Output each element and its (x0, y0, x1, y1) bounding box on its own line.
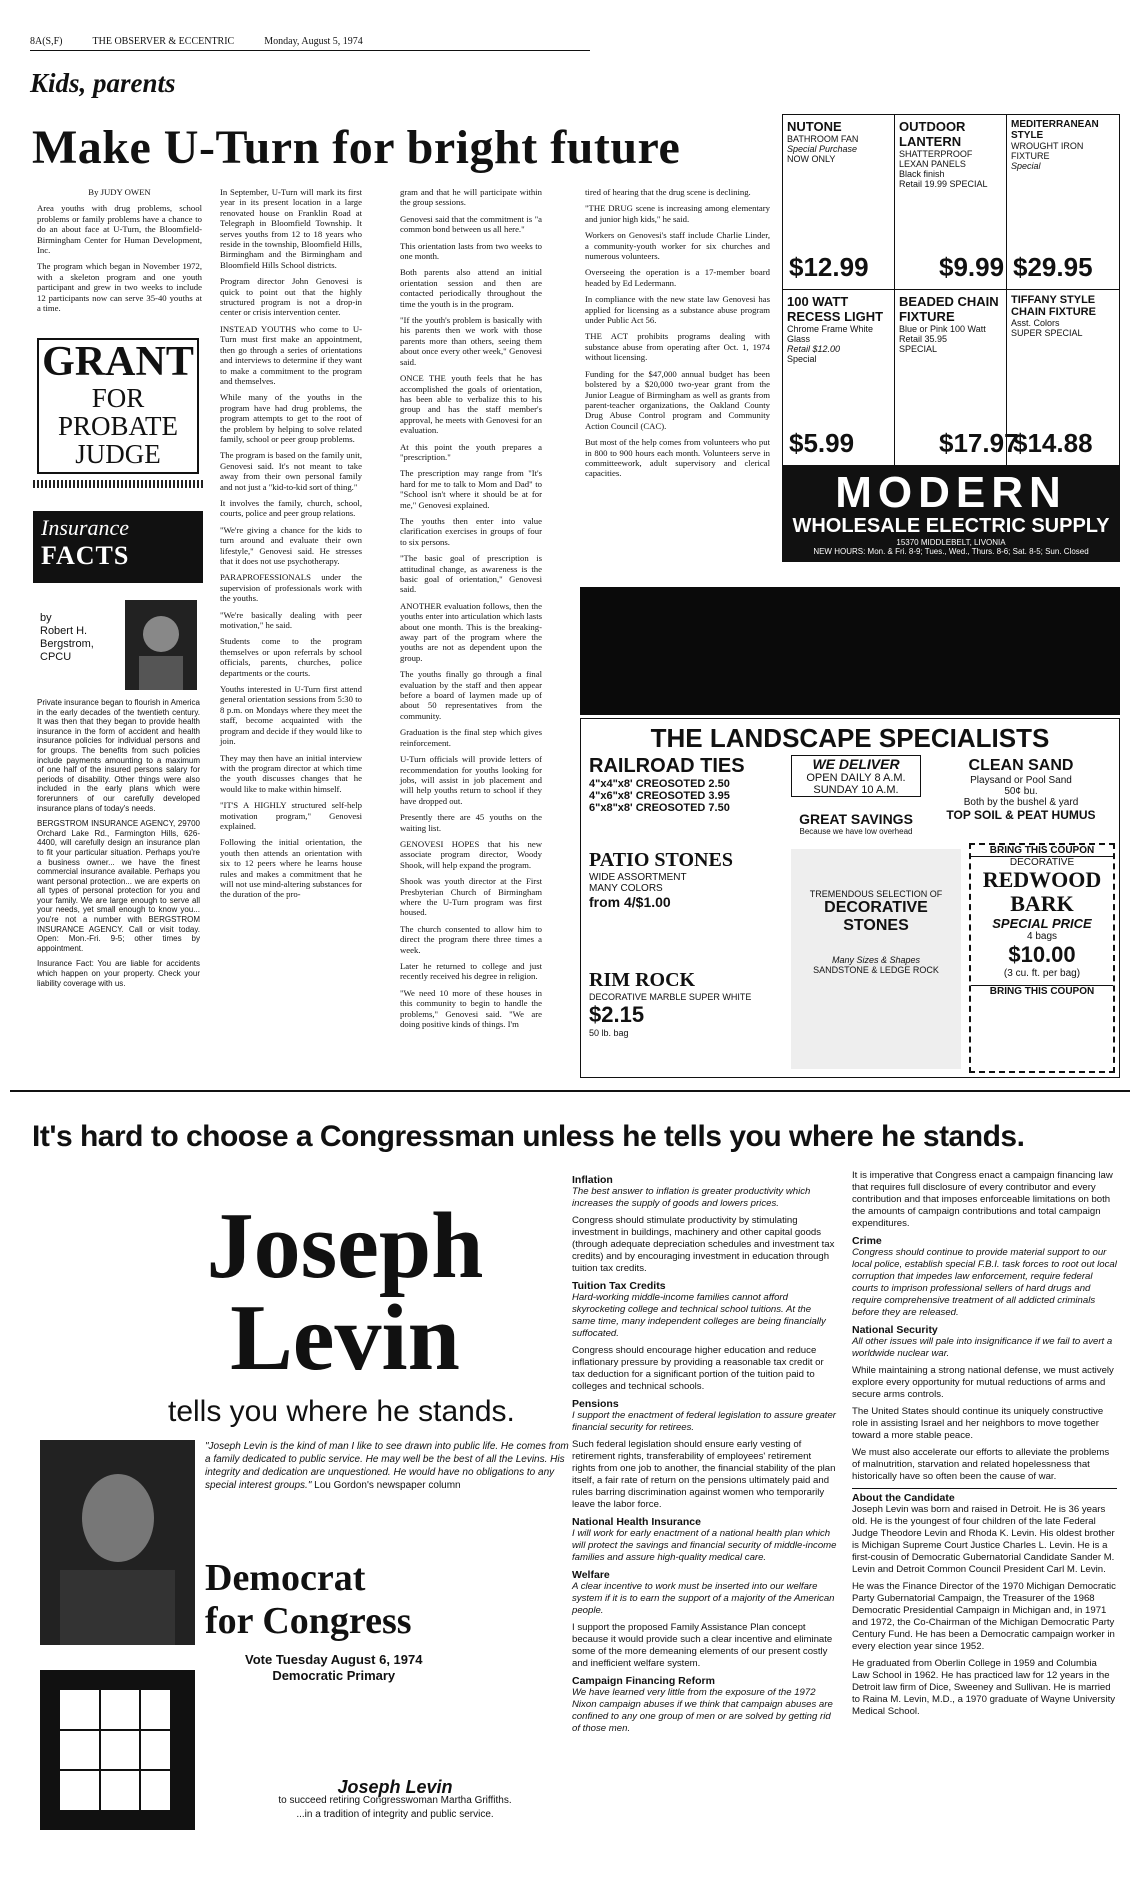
grant-line-4: JUDGE (75, 439, 161, 469)
ties-title: RAILROAD TIES (589, 755, 745, 777)
special-price: SPECIAL PRICE (992, 916, 1092, 931)
item-desc: Blue or Pink 100 Watt (899, 324, 986, 334)
article-paragraph: In September, U-Turn will mark its first year in its present location in a large renovated house on Franklin Road at Telegraph in Bloomfield Township. It serves youths from 12 to 18 years who reside in the township, Bloomfield Hills, Birmingham and the Birmingham and Bloomfield Hills School districts. (220, 187, 362, 270)
item-price: $17.97 (939, 428, 1019, 458)
sand-section (931, 757, 1111, 822)
ad-item (1007, 290, 1119, 465)
item-desc: BATHROOM FAN (787, 134, 859, 144)
insurance-body (37, 698, 200, 994)
patio-title: PATIO STONES (589, 849, 733, 871)
deco-sub: TREMENDOUS SELECTION OF (809, 889, 943, 899)
article-paragraph: But most of the help comes from volunteers who put in 800 to 900 hours each month. Volunteers serve in committeework, adult supervisory and clerical capacities. (585, 437, 770, 479)
savings-label: GREAT SAVINGS (799, 811, 913, 827)
position-block (572, 1675, 837, 1735)
article-paragraph: They may then have an initial interview with the program director at which time the youth discusses changes that he would like to make within himself. (220, 752, 362, 794)
coupon-label: BRING THIS COUPON (971, 845, 1113, 857)
rim-price: $2.15 (589, 1002, 645, 1027)
article-paragraph: Later he returned to college and just recently received his degree in religion. (400, 961, 542, 982)
bio-paragraph: Joseph Levin was born and raised in Detroit. He is 36 years old. He is the youngest of four children of the late Federal Judge Theodore Levin and Rhoda K. Levin. His oldest brother is Michigan Supreme Court Justice Charles L. Levin. He is a first-cousin of Democratic Gubernatorial Candidate Sander M. Levin and Detroit Common Council President Carl M. Levin. (852, 1504, 1115, 1575)
open-daily: OPEN DAILY 8 A.M. (806, 772, 906, 784)
article-paragraph: This orientation lasts from two weeks to one month. (400, 240, 542, 262)
rim-rock-section (589, 969, 779, 1038)
for-congress-label: for Congress (205, 1600, 412, 1642)
position-block (572, 1174, 837, 1275)
rim-sub: DECORATIVE MARBLE SUPER WHITE (589, 992, 752, 1002)
grant-ad (37, 338, 199, 474)
patio-price: from 4/$1.00 (589, 894, 671, 910)
position-heading: Tuition Tax Credits (572, 1280, 666, 1292)
position-summary: Hard-working middle-income families cannot afford skyrocketing college and technical school tuitions. At the same time, many independent colleges are being financially suffocated. (572, 1292, 826, 1339)
section-rule (10, 1090, 1130, 1092)
article-paragraph: U-Turn officials will provide letters of recommendation for youths looking for jobs, will assist in job placement and will help youths return to school if they have dropped out. (400, 754, 542, 806)
article-paragraph: Both parents also attend an initial orientation session and then are contacted periodically throughout the time the youth is in the program. (400, 267, 542, 309)
article-paragraph: Youths interested in U-Turn first attend general orientation sessions from 5:30 to 8 p.m. on Mondays where they meet the staff, become acquainted with the program and decide if they would like to join. (220, 684, 362, 747)
candidate-name (155, 1194, 535, 1390)
open-sunday: SUNDAY 10 A.M. (813, 784, 899, 796)
signature: Joseph Levin (337, 1777, 453, 1797)
item-name: MEDITERRANEAN STYLE (1011, 119, 1099, 141)
grant-line-1: GRANT (42, 339, 194, 385)
article-paragraph: THE ACT prohibits programs dealing with substance abuse from operating after Oct. 1, 1974 without licensing. (585, 331, 770, 363)
page-number: 8A(S,F) (30, 36, 63, 47)
position-detail: Such federal legislation should ensure early vesting of retirement rights, transferability of employees' retirement rights from one job to another, the financial stability of the plan itself, a fair rate of return on the pensions ultimately paid and rules barring discrimination against women who temporarily leave the labor force. (572, 1439, 836, 1510)
position-heading: Campaign Financing Reform (572, 1675, 715, 1687)
position-summary: I will work for early enactment of a national health plan which will protect the savings and financial security of middle-income families and assure high-quality medical care. (572, 1528, 837, 1563)
page-title: Make U-Turn for bright future (32, 121, 681, 174)
author-name: Robert H. Bergstrom, CPCU (40, 625, 94, 663)
democrat-label: Democrat (205, 1557, 366, 1599)
item-note: Retail 35.95 (899, 334, 948, 344)
position-detail: While maintaining a strong national defense, we must actively explore every opportunity for mutual reductions of arms and secure arms controls. (852, 1365, 1114, 1400)
vote-info (245, 1652, 422, 1684)
item-sub: Retail 19.99 SPECIAL (899, 179, 988, 189)
positions-column-1 (572, 1170, 837, 1740)
position-heading: National Security (852, 1324, 938, 1336)
article-paragraph: "If the youth's problem is basically with his parents then we work with those parents more than others, seeing them about once every other week," Genovesi said. (400, 315, 542, 367)
position-block (572, 1398, 837, 1511)
item-desc: SHATTERPROOF LEXAN PANELS (899, 149, 973, 169)
candidate-tagline: tells you where he stands. (168, 1395, 515, 1428)
masthead-rule (30, 50, 590, 51)
item-price: $29.95 (1013, 252, 1093, 282)
article-paragraph: Genovesi said that the commitment is "a common bond between us all here." (400, 213, 542, 235)
article-paragraph: Following the initial orientation, the youth then attends an orientation with six to 12 peers where he learns house rules and makes a commitment that he will not use mind-altering substances for the duration of the pro- (220, 837, 362, 900)
article-paragraph: "We need 10 more of these houses in this community to begin to handle the problems," Genovesi said. "We are doing positive kinds of things. I'm (400, 987, 542, 1030)
topsoil: TOP SOIL & PEAT HUMUS (946, 808, 1096, 822)
quote-text: "Joseph Levin is the kind of man I like to see drawn into public life. He comes from a family dedicated to public service. He may well be the best of all the Levins. His integrity and dedication are unquestioned. He would have no obligations to any special interest groups." (205, 1441, 569, 1491)
overhead-label: Because we have low overhead (799, 827, 913, 836)
article-column-2 (220, 187, 362, 906)
insurance-byline (40, 612, 120, 664)
brand-hours: NEW HOURS: Mon. & Fri. 8-9; Tues., Wed., Thurs. 8-6; Sat. 8-5; Sun. Closed (813, 547, 1089, 556)
article-paragraph: The youths then enter into value clarification exercises in groups of four to six persons. (400, 515, 542, 547)
article-paragraph: Shook was youth director at the First Presbyterian Church of Birmingham where the U-Turn program was first housed. (400, 876, 542, 918)
section-title: Kids, parents (30, 68, 176, 98)
candidate-first-name: Joseph (206, 1194, 484, 1298)
district-map (40, 1670, 195, 1830)
position-detail: The United States should continue its uniquely constructive role in assisting Israel and her neighbors to move together toward a more stable peace. (852, 1406, 1104, 1441)
modern-brand-block (783, 465, 1119, 561)
candidate-photo (40, 1440, 195, 1645)
position-summary: Congress should continue to provide material support to our local police, establish special F.B.I. task forces to root out local corruption that impedes law enforcement, require federal courts to imprison professional sellers of hard drugs and require comprehensive treatment of all addicted criminals before they are released. (852, 1247, 1117, 1318)
item-sub: Special (787, 354, 817, 364)
succeed-line: to succeed retiring Congresswoman Martha Griffiths. (278, 1795, 512, 1806)
item-desc: WROUGHT IRON FIXTURE (1011, 141, 1084, 161)
ad-item (783, 290, 895, 465)
issue-date: Monday, August 5, 1974 (264, 36, 363, 47)
article-paragraph: ANOTHER evaluation follows, then the youths enter into articulation which lasts about one month. This is the breaking-away part of the program where the youths are not as dependent upon the group. (400, 600, 542, 663)
insurance-paragraph: BERGSTROM INSURANCE AGENCY, 29700 Orchard Lake Rd., Farmington Hills, 626-4400, will carefully design an insurance plan to fit your particular situation. Perhaps you're a business owner... we have the finest commercial insurance available. Perhaps you want personal protection... we are experts on all types of personal protection for you and your family. We are large enough to serve all your needs, yet small enough to know you... you're not a number with BERGSTROM INSURANCE AGENCY. Call or visit today. Open: Mon.-Fri. 9-5; other times by appointment. (37, 819, 200, 953)
item-name: NUTONE (787, 119, 842, 134)
item-name: TIFFANY STYLE CHAIN FIXTURE (1011, 294, 1096, 318)
vote-date: Vote Tuesday August 6, 1974 (245, 1652, 423, 1667)
grant-line-3: PROBATE (57, 411, 179, 441)
article-paragraph: "The basic goal of prescription is attitudinal change, as awareness is the basic goal of orientation," Genovesi said. (400, 553, 542, 595)
item-note: Black finish (899, 169, 945, 179)
redwood-coupon (969, 843, 1115, 1073)
author-photo (125, 600, 197, 690)
article-paragraph: "IT'S A HIGHLY structured self-help motivation program," Genovesi explained. (220, 800, 362, 831)
cuft: (3 cu. ft. per bag) (1003, 968, 1081, 979)
democrat-for-congress (205, 1557, 412, 1643)
position-summary: All other issues will pale into insignificance if we fail to avert a worldwide nuclear war. (852, 1336, 1113, 1359)
article-column-3 (400, 187, 542, 1035)
item-price: $5.99 (789, 428, 855, 458)
item-desc: Chrome Frame White Glass (787, 324, 874, 344)
article-paragraph: Area youths with drug problems, school problems or family problems have a chance to do an about face at U-Turn, the Bloomfield-Birmingham Center for Human Development, Inc. (37, 203, 202, 256)
item-note: Retail $12.00 (787, 344, 841, 354)
redwood-title: REDWOOD BARK (982, 867, 1102, 916)
position-detail: I support the proposed Family Assistance Plan concept because it would provide such a clear incentive and eliminate some of the more demeaning elements of our present costly and inefficient welfare system. (572, 1622, 833, 1669)
rim-title: RIM ROCK (589, 969, 696, 991)
bio-paragraph: He graduated from Oberlin College in 1959 and Columbia Law School in 1962. He has practiced law for 12 years in the Detroit law firm of Dice, Sweeney and Sullivan. He is married to Raina M. Levin, M.D., a 1970 graduate of Wayne University Medical School. (852, 1658, 1116, 1717)
article-paragraph: Graduation is the final step which gives reinforcement. (400, 727, 542, 748)
article-paragraph: Program director John Genovesi is quick to point out that the highly structured program is not a drop-in center or crisis intervention center. (220, 276, 362, 318)
bushel-note: Both by the bushel & yard (963, 797, 1079, 808)
item-note: Special (1011, 161, 1041, 171)
brand-subtitle: WHOLESALE ELECTRIC SUPPLY (792, 515, 1110, 537)
decorative-stones (791, 849, 961, 1069)
article-column-1 (37, 187, 202, 319)
savings (791, 811, 921, 836)
brand-address: 15370 MIDDLEBELT, LIVONIA (896, 538, 1006, 547)
bio-paragraph: He was the Finance Director of the 1970 Michigan Democratic Party Gubernatorial Campaign, the Treasurer of the 1968 Democratic Presidential Campaign in Michigan and, in 1971 and 1972, the Co-Chairman of the Michigan Democratic Party Century Fund. He has been a Democratic campaign worker in every election year since 1952. (852, 1581, 1116, 1652)
delivery-box (791, 755, 921, 797)
article-paragraph: At this point the youth prepares a "prescription." (400, 441, 542, 462)
article-paragraph: Presently there are 45 youths on the waiting list. (400, 812, 542, 833)
item-name: OUTDOOR LANTERN (899, 119, 966, 149)
rim-bag: 50 lb. bag (589, 1028, 629, 1038)
dotted-divider (33, 480, 203, 488)
patio-feature: MANY COLORS (589, 883, 663, 894)
landscape-title: THE LANDSCAPE SPECIALISTS (650, 723, 1050, 753)
item-desc: Asst. Colors (1011, 318, 1060, 328)
railroad-ties (589, 755, 779, 814)
position-summary: I support the enactment of federal legislation to assure greater financial security for retirees. (572, 1410, 836, 1433)
article-paragraph: GENOVESI HOPES that his new associate program director, Woody Shook, will help expand the program. (400, 838, 542, 870)
article-paragraph: The church consented to allow him to direct the program there three times a week. (400, 923, 542, 955)
quote-source: Lou Gordon's newspaper column (314, 1480, 461, 1491)
item-price: $14.88 (1013, 428, 1093, 458)
article-paragraph: Students come to the program themselves or upon referrals by school officials, parents, churches, police departments or the courts. (220, 636, 362, 678)
insurance-facts-header (33, 511, 203, 583)
bags: 4 bags (1026, 931, 1058, 942)
article-paragraph: It involves the family, church, school, courts, police and peer group relations. (220, 497, 362, 519)
endorsement-quote (205, 1440, 575, 1492)
article-column-4 (585, 187, 770, 485)
item-sub: SPECIAL (899, 344, 938, 354)
article-paragraph: "We're giving a chance for the kids to turn around and evaluate their own lifestyle," Genovesi said. He stresses that it does not use psychotherapy. (220, 524, 362, 566)
tie-option: 4"x4"x8' CREOSOTED 2.50 (589, 778, 730, 790)
position-block (572, 1516, 837, 1564)
patio-feature: WIDE ASSORTMENT (589, 872, 687, 883)
modern-electric-ad (782, 114, 1120, 562)
item-price: $9.99 (939, 252, 1005, 282)
levin-headline: It's hard to choose a Congressman unless he tells you where he stands. (32, 1120, 1025, 1153)
deliver-label: WE DELIVER (812, 756, 900, 772)
article-paragraph: The program is based on the family unit, Genovesi said. It's not meant to take away from their own personal family and not just a "kid-to-kid sort of thing." (220, 450, 362, 492)
item-sub: NOW ONLY (787, 154, 836, 164)
tie-option: 4"x6"x8' CREOSOTED 3.95 (589, 790, 730, 802)
article-paragraph: Funding for the $47,000 annual budget has been bolstered by a $20,000 two-year grant from the Junior League of Birmingham as well as grants from parent-teacher organizations, the Oakland County Drug Abuse Control program and Community Action Council (CAC). (585, 368, 770, 431)
article-paragraph: The program which began in November 1972, with a skeleton program and one youth participant and grew in two weeks to include 12 participants now can serve 35-40 youths at a time. (37, 261, 202, 314)
article-paragraph: Overseeing the operation is a 17-member board headed by Ed Ledermann. (585, 267, 770, 288)
patio-section (589, 849, 779, 910)
article-paragraph: PARAPROFESSIONALS under the supervision of professionals work with the youths. (220, 572, 362, 604)
position-heading: Crime (852, 1235, 882, 1247)
item-note: Special Purchase (787, 144, 858, 154)
article-paragraph: tired of hearing that the drug scene is declining. (585, 187, 751, 197)
position-heading: Welfare (572, 1569, 610, 1581)
ad-item (895, 115, 1007, 290)
primary-label: Democratic Primary (272, 1668, 396, 1683)
black-ad-band (580, 587, 1120, 715)
position-block (572, 1280, 837, 1393)
article-paragraph: The prescription may range from "It's hard for me to talk to Mom and Dad" to "School isn't where it should be at for me," Genovesi explained. (400, 468, 542, 510)
position-block (572, 1569, 837, 1670)
sand-price: 50¢ bu. (1004, 786, 1038, 797)
insurance-title: Insurance (41, 515, 129, 540)
position-heading: Pensions (572, 1398, 619, 1410)
signature-block (225, 1777, 565, 1822)
byline: By JUDY OWEN (88, 187, 151, 197)
facts-title: FACTS (41, 541, 130, 570)
redwood-sub: DECORATIVE (1009, 857, 1075, 868)
article-paragraph: INSTEAD YOUTHS who come to U-Turn must first make an appointment, then go through a series of orientations and interviews to determine if they want to make a commitment to the program and themselves. (220, 323, 362, 386)
sand-sub: Playsand or Pool Sand (970, 775, 1072, 786)
position-detail: Congress should stimulate productivity by stimulating investment in buildings, machinery and other capital goods (through adequate depreciation schedules and investment tax credits) and by encouraging investment in education through tuition tax credits. (572, 1215, 835, 1274)
position-summary: We have learned very little from the exposure of the 1972 Nixon campaign abuses if we think that campaign abuses are confined to any one group of men or are solved by getting rid of those men. (572, 1687, 833, 1734)
candidate-last-name: Levin (230, 1286, 460, 1390)
item-note: SUPER SPECIAL (1011, 328, 1083, 338)
about-candidate (852, 1488, 1117, 1718)
item-name: 100 WATT RECESS LIGHT (787, 294, 884, 324)
position-detail: Congress should encourage higher education and reduce inflationary pressure by providing a reasonable tax credit or tax deduction for a significant portion of the tuition paid to colleges and technical schools. (572, 1345, 824, 1392)
redwood-price: $10.00 (1008, 942, 1076, 967)
position-heading: National Health Insurance (572, 1516, 701, 1528)
article-paragraph: The youths finally go through a final evaluation by the staff and then appear before a board of laymen made up of about 50 representatives from the community. (400, 669, 542, 721)
insurance-fact: Insurance Fact: You are liable for accidents which happen on your property. Check your liability coverage with us. (37, 959, 200, 988)
position-heading: Inflation (572, 1174, 613, 1186)
tie-option: 6"x8"x8' CREOSOTED 7.50 (589, 802, 730, 814)
masthead (30, 36, 590, 47)
grant-line-2: FOR (91, 383, 145, 413)
deco-title: DECORATIVE STONES (824, 899, 928, 934)
paper-name: THE OBSERVER & ECCENTRIC (92, 36, 235, 47)
article-paragraph: In compliance with the new state law Genovesi has applied for licensing as a substance abuse program under Public Act 56. (585, 294, 770, 326)
ad-item (783, 115, 895, 290)
item-price: $12.99 (789, 252, 869, 282)
positions-column-2 (852, 1170, 1117, 1723)
article-paragraph: gram and that he will participate within the group sessions. (400, 187, 542, 208)
position-summary: The best answer to inflation is greater productivity which increases the supply of goods and lowers prices. (572, 1186, 811, 1209)
position-detail: We must also accelerate our efforts to alleviate the problems of malnutrition, starvation and related hopelessness that historically have so often been the cause of war. (852, 1447, 1110, 1482)
tradition-line: ...in a tradition of integrity and public service. (296, 1809, 494, 1820)
deco-note: Many Sizes & Shapes (831, 955, 921, 965)
article-paragraph: While many of the youths in the program have had drug problems, the program attempts to get to the root of the problem by helping to solve related family, school or peer group problems. (220, 392, 362, 444)
brand-name: MODERN (835, 468, 1067, 517)
item-name: BEADED CHAIN FIXTURE (899, 294, 999, 324)
position-summary: A clear incentive to work must be inserted into our welfare system if it is to earn the support of a majority of the American people. (572, 1581, 835, 1616)
by-label: by (40, 612, 52, 624)
article-paragraph: "We're basically dealing with peer motivation," he said. (220, 609, 362, 631)
landscape-ad (580, 718, 1120, 1078)
position-heading: About the Candidate (852, 1488, 1117, 1504)
position-block (852, 1235, 1117, 1319)
deco-note2: SANDSTONE & LEDGE ROCK (813, 965, 939, 975)
sand-title: CLEAN SAND (968, 757, 1074, 774)
article-paragraph: ONCE THE youth feels that he has accomplished the goals of orientation, has been able to verbalize this to his group and has the staff member's approval, he meets with Genovesi for an evaluation. (400, 373, 542, 436)
ad-item (1007, 115, 1119, 290)
position-detail: It is imperative that Congress enact a campaign financing law that requires full disclosure of every contributor and every contribution and that imposes enforceable limitations on both the amounts of campaign contributions and total campaign expenditures. (852, 1170, 1113, 1229)
article-paragraph: Workers on Genovesi's staff include Charlie Linder, a community-youth worker for six churches and numerous volunteers. (585, 230, 770, 262)
ad-item (895, 290, 1019, 465)
article-paragraph: "THE DRUG scene is increasing among elementary and junior high kids," he said. (585, 203, 770, 224)
coupon-label-bottom: BRING THIS COUPON (971, 985, 1113, 997)
insurance-paragraph: Private insurance began to flourish in America in the early decades of the twentieth century. It was then that they began to provide health insurance in the form of accident and health insurance policies for individual persons and for groups. The benefits from such policies include payments amounting to a maximum of one half of the insured persons salary for periods of disability. Other things were also included in the early plans which were forerunners of our carefully developed insurance plans of today's needs. (37, 698, 200, 813)
position-block (852, 1324, 1117, 1401)
